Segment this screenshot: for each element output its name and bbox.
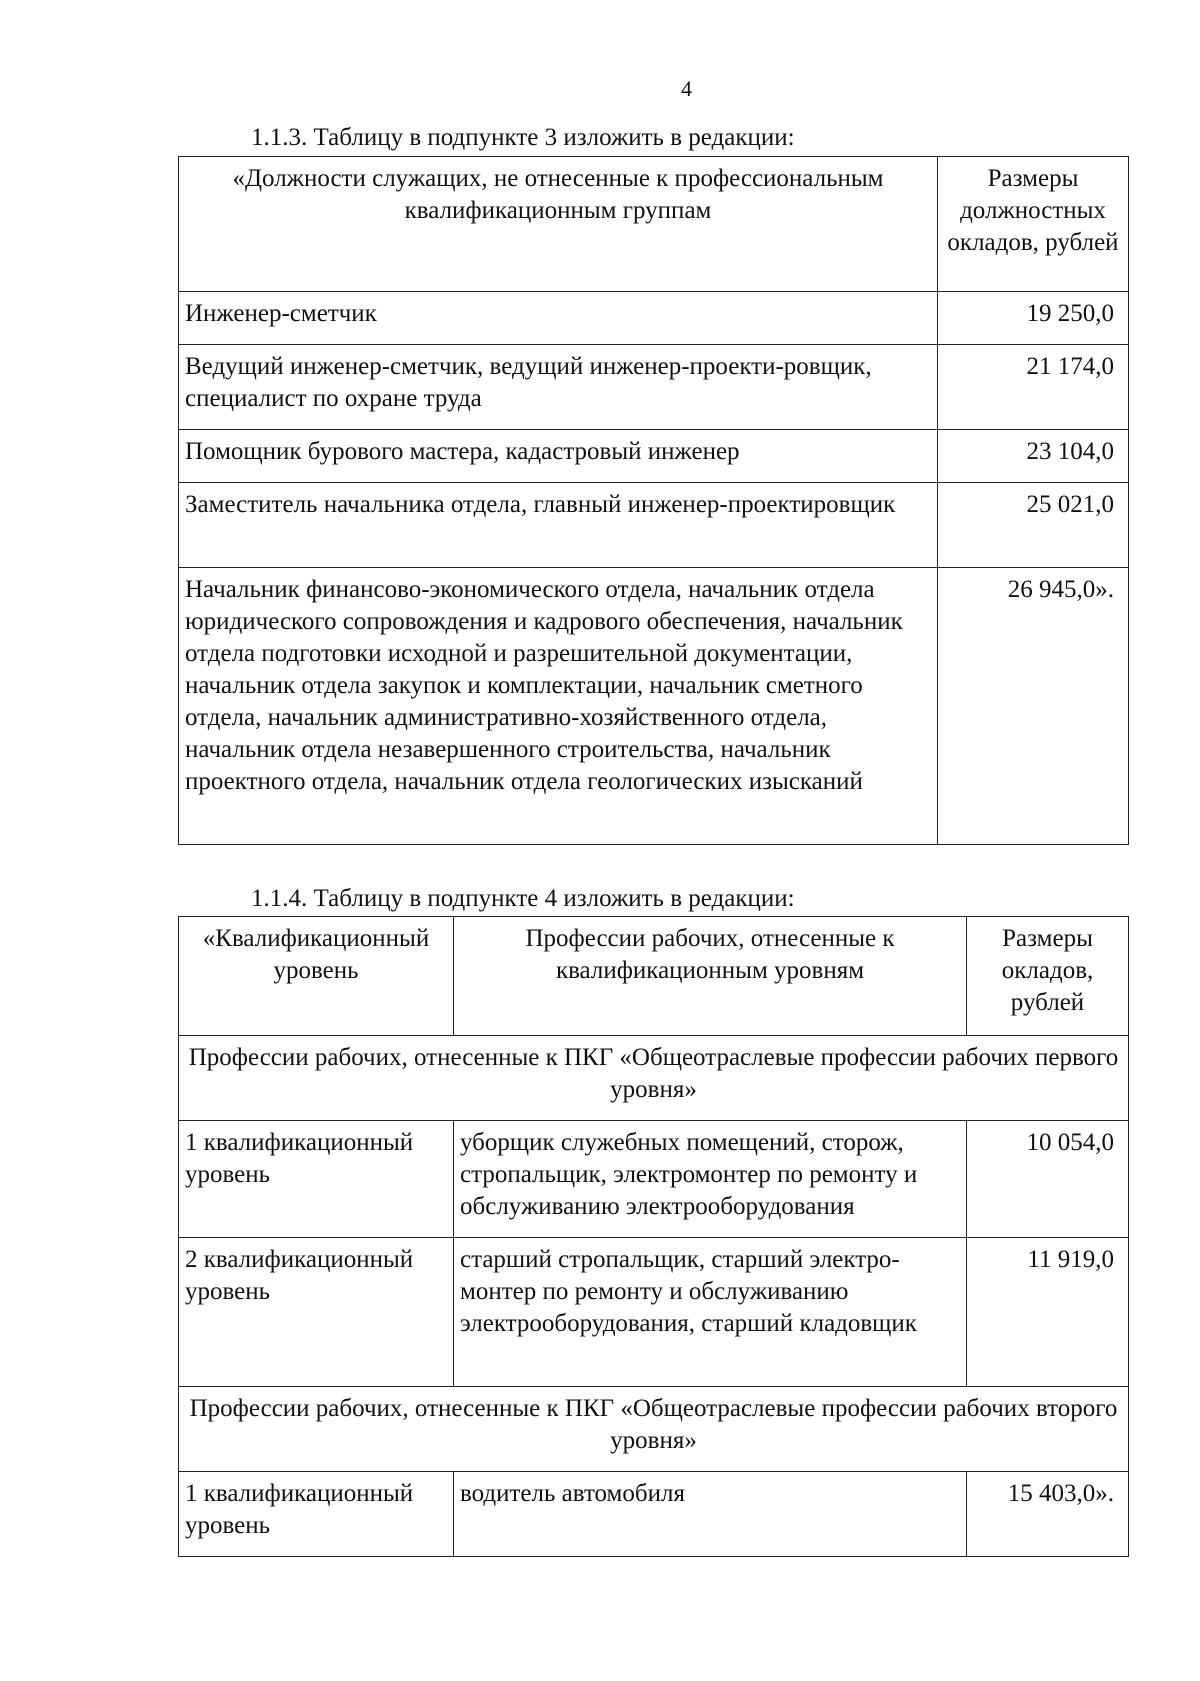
section-heading-1-1-4: 1.1.4. Таблицу в подпункте 4 изложить в редакции: <box>251 885 795 912</box>
salary-cell: 15 403,0». <box>967 1472 1129 1557</box>
table-row <box>179 1121 1129 1238</box>
header-level: «Квалификационный уровень <box>179 917 454 1036</box>
professions-cell: старший стропальщик, старший электро-монтер по ремонту и обслуживанию электрооборудования, старший кладовщик <box>454 1238 967 1387</box>
position-cell: Помощник бурового мастера, кадастровый инженер <box>179 430 938 483</box>
group-title: Профессии рабочих, отнесенные к ПКГ «Общеотраслевые профессии рабочих первого уровня» <box>179 1036 1129 1121</box>
position-cell: Инженер-сметчик <box>179 292 938 345</box>
table-row <box>179 568 1129 845</box>
table-row <box>179 483 1129 568</box>
salary-cell: 19 250,0 <box>938 292 1129 345</box>
group-header-row <box>179 1387 1129 1472</box>
position-cell: Ведущий инженер-сметчик, ведущий инженер-проекти-ровщик, специалист по охране труда <box>179 345 938 430</box>
level-cell: 1 квалификационный уровень <box>179 1121 454 1238</box>
table-header-row <box>179 917 1129 1036</box>
table-row <box>179 1472 1129 1557</box>
salary-cell: 11 919,0 <box>967 1238 1129 1387</box>
level-cell: 1 квалификационный уровень <box>179 1472 454 1557</box>
professions-cell: водитель автомобиля <box>454 1472 967 1557</box>
salary-cell: 21 174,0 <box>938 345 1129 430</box>
section-heading-1-1-3: 1.1.3. Таблицу в подпункте 3 изложить в редакции: <box>251 124 795 151</box>
table-header-row <box>179 157 1129 292</box>
page-number: 4 <box>681 76 692 101</box>
group-header-row <box>179 1036 1129 1121</box>
position-cell: Начальник финансово-экономического отдела, начальник отдела юридического сопровождения и кадрового обеспечения, начальник отдела подготовки исходной и разрешительной документации, начальник отдела закупок и комплектации, начальник сметного отдела, начальник административно-хозяйственного отдела, начальник отдела незавершенного строительства, начальник проектного отдела, начальник отдела геологических изысканий <box>179 568 938 845</box>
group-title: Профессии рабочих, отнесенные к ПКГ «Общеотраслевые профессии рабочих второго уровня» <box>179 1387 1129 1472</box>
level-cell: 2 квалификационный уровень <box>179 1238 454 1387</box>
salary-cell: 10 054,0 <box>967 1121 1129 1238</box>
position-cell: Заместитель начальника отдела, главный инженер-проектировщик <box>179 483 938 568</box>
header-salary: Размеры должностных окладов, рублей <box>938 157 1129 292</box>
table-row <box>179 292 1129 345</box>
header-professions: Профессии рабочих, отнесенные к квалификационным уровням <box>454 917 967 1036</box>
professions-cell: уборщик служебных помещений, сторож, стропальщик, электромонтер по ремонту и обслуживанию электрооборудования <box>454 1121 967 1238</box>
salary-cell: 26 945,0». <box>938 568 1129 845</box>
positions-salary-table <box>178 156 1129 845</box>
salary-cell: 25 021,0 <box>938 483 1129 568</box>
header-positions: «Должности служащих, не отнесенные к профессиональным квалификационным группам <box>179 157 938 292</box>
table-row <box>179 430 1129 483</box>
table-row <box>179 1238 1129 1387</box>
table-row <box>179 345 1129 430</box>
worker-professions-table <box>178 916 1129 1557</box>
header-salary: Размеры окладов, рублей <box>967 917 1129 1036</box>
salary-cell: 23 104,0 <box>938 430 1129 483</box>
